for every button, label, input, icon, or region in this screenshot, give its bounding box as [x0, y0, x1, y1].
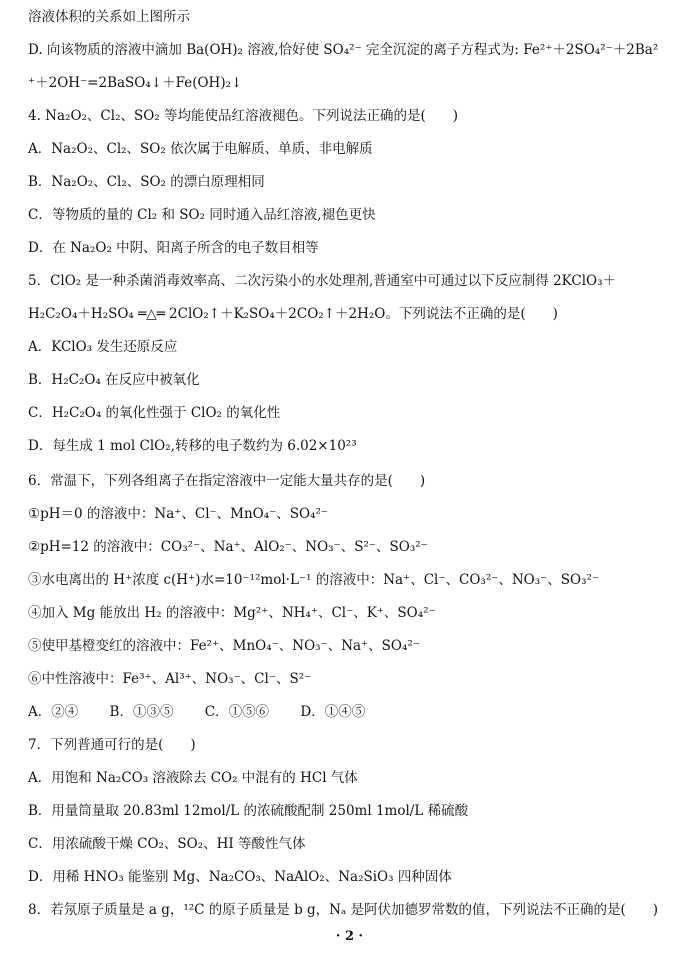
question-4-option-b: B．Na₂O₂、Cl₂、SO₂ 的漂白原理相同	[28, 174, 265, 190]
question-6-item-5: ⑤使甲基橙变红的溶液中：Fe²⁺、MnO₄⁻、NO₃⁻、Na⁺、SO₄²⁻	[28, 638, 420, 654]
question-5-option-a: A．KClO₃ 发生还原反应	[28, 339, 178, 355]
question-5-option-c: C．H₂C₂O₄ 的氧化性强于 ClO₂ 的氧化性	[28, 405, 281, 421]
question-6-item-1: ①pH＝0 的溶液中：Na⁺、Cl⁻、MnO₄⁻、SO₄²⁻	[28, 506, 329, 522]
question-5-stem: 5．ClO₂ 是一种杀菌消毒效率高、二次污染小的水处理剂,普通室中可通过以下反应制得 2KClO₃＋	[28, 273, 617, 289]
question-8-stem: 8．若氖原子质量是 a g，¹²C 的原子质量是 b g，Nₐ 是阿伏加德罗常数的值，下列说法不正确的是( )	[28, 902, 659, 918]
question-7-option-d: D．用稀 HNO₃ 能鉴别 Mg、Na₂CO₃、NaAlO₂、Na₂SiO₃ 四种固体	[28, 869, 452, 885]
question-7-option-c: C．用浓硫酸干燥 CO₂、SO₂、HI 等酸性气体	[28, 836, 306, 852]
text-line-2: D. 向该物质的溶液中滴加 Ba(OH)₂ 溶液,恰好使 SO₄²⁻ 完全沉淀的离子方程式为: Fe²⁺＋2SO₄²⁻＋2Ba²	[28, 42, 659, 58]
question-7-option-a: A．用饱和 Na₂CO₃ 溶液除去 CO₂ 中混有的 HCl 气体	[28, 770, 358, 786]
question-4-option-d: D．在 Na₂O₂ 中阴、阳离子所含的电子数目相等	[28, 240, 319, 256]
question-6-options: A．②④ B．①③⑤ C．①⑤⑥ D．①④⑤	[28, 704, 366, 720]
question-5-equation: H₂C₂O₄＋H₂SO₄ ═△═ 2ClO₂↑＋K₂SO₄＋2CO₂↑＋2H₂O。下列说法不正确的是( )	[28, 306, 558, 322]
question-6-stem: 6．常温下，下列各组离子在指定溶液中一定能大量共存的是( )	[28, 473, 426, 489]
question-5-option-b: B．H₂C₂O₄ 在反应中被氧化	[28, 372, 200, 388]
question-6-item-3: ③水电离出的 H⁺浓度 c(H⁺)水=10⁻¹²mol·L⁻¹ 的溶液中：Na⁺、Cl⁻、CO₃²⁻、NO₃⁻、SO₃²⁻	[28, 572, 600, 588]
question-4-option-c: C．等物质的量的 Cl₂ 和 SO₂ 同时通入品红溶液,褪色更快	[28, 207, 376, 223]
question-4-option-a: A．Na₂O₂、Cl₂、SO₂ 依次属于电解质、单质、非电解质	[28, 141, 373, 157]
question-6-item-2: ②pH=12 的溶液中：CO₃²⁻、Na⁺、AlO₂⁻、NO₃⁻、S²⁻、SO₃²⁻	[28, 539, 428, 555]
question-7-option-b: B．用量筒量取 20.83ml 12mol/L 的浓硫酸配制 250ml 1mol/L 稀硫酸	[28, 803, 469, 819]
question-6-item-6: ⑥中性溶液中：Fe³⁺、Al³⁺、NO₃⁻、Cl⁻、S²⁻	[28, 671, 312, 687]
question-4-stem: 4. Na₂O₂、Cl₂、SO₂ 等均能使品红溶液褪色。下列说法正确的是( )	[28, 108, 459, 124]
page-number: · 2 ·	[335, 929, 364, 944]
question-7-stem: 7．下列普通可行的是( )	[28, 737, 196, 753]
text-line-1: 溶液体积的关系如上图所示	[28, 9, 190, 25]
question-5-option-d: D．每生成 1 mol ClO₂,转移的电子数约为 6.02×10²³	[28, 438, 357, 454]
text-line-3: ⁺＋2OH⁻=2BaSO₄↓＋Fe(OH)₂↓	[28, 75, 243, 91]
question-6-item-4: ④加入 Mg 能放出 H₂ 的溶液中：Mg²⁺、NH₄⁺、Cl⁻、K⁺、SO₄²⁻	[28, 605, 436, 621]
